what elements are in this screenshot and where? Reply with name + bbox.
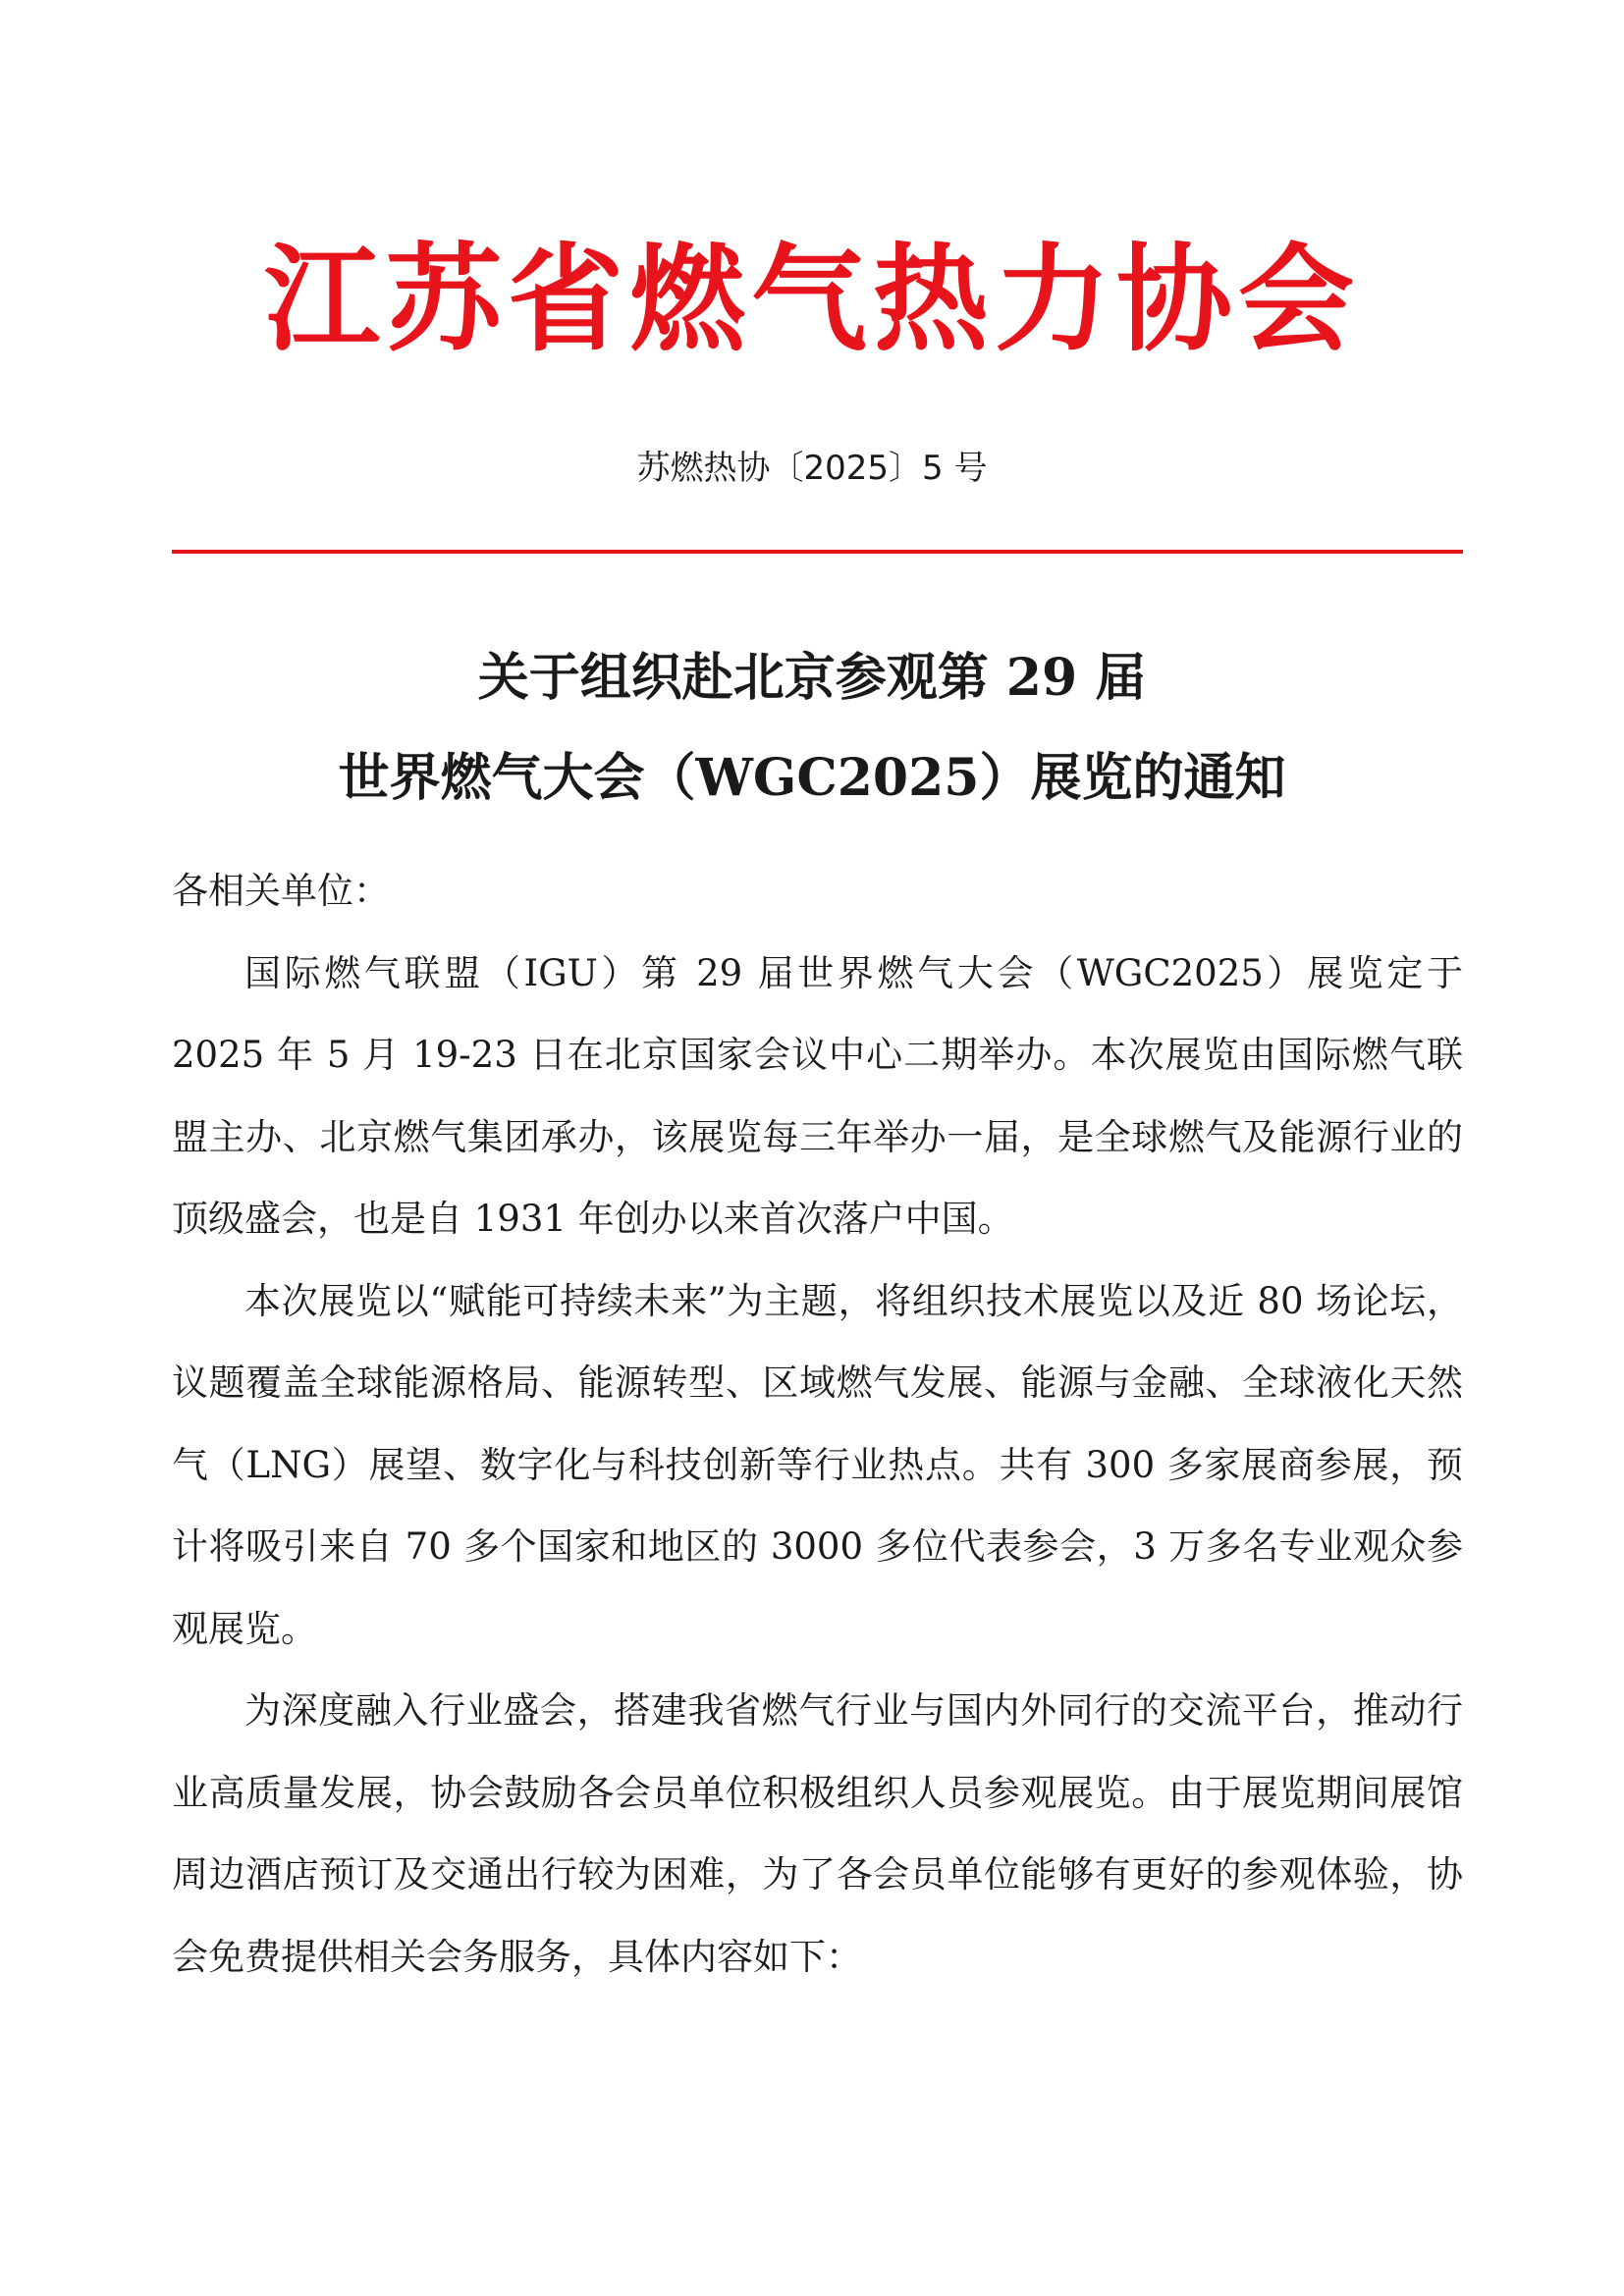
salutation: 各相关单位： <box>172 870 390 912</box>
body-paragraph-1: 国际燃气联盟（IGU）第 29 届世界燃气大会（WGC2025）展览定于 2025 年 5 月 19-23 日在北京国家会议中心二期举办。本次展览由国际燃气联盟主办、北京燃气集团承办，该展览每三年举办一届，是全球燃气及能源行业的顶级盛会，也是自 1931 年创办以来首次落户中国。 <box>172 951 1463 1240</box>
body-paragraph-2: 本次展览以“赋能可持续未来”为主题，将组织技术展览以及近 80 场论坛，议题覆盖全球能源格局、能源转型、区域燃气发展、能源与金融、全球液化天然气（LNG）展望、数字化与科技创新等行业热点。共有 300 多家展商参展，预计将吸引来自 70 多个国家和地区的 3000 多位代表参会，3 万多名专业观众参观展览。 <box>172 1279 1463 1650</box>
red-divider-line <box>172 550 1463 554</box>
organization-name-header: 江苏省燃气热力协会 <box>263 232 1360 367</box>
document-title <box>0 628 1624 828</box>
body-paragraph-3: 为深度融入行业盛会，搭建我省燃气行业与国内外同行的交流平台，推动行业高质量发展，协会鼓励各会员单位积极组织人员参观展览。由于展览期间展馆周边酒店预订及交通出行较为困难，为了各会员单位能够有更好的参观体验，协会免费提供相关会务服务，具体内容如下： <box>172 1689 1463 1978</box>
document-number: 苏燃热协〔2025〕5 号 <box>636 449 988 488</box>
title-line-2: 世界燃气大会（WGC2025）展览的通知 <box>338 748 1286 808</box>
title-line-1: 关于组织赴北京参观第 29 届 <box>477 648 1147 708</box>
document-body <box>172 850 1463 1998</box>
